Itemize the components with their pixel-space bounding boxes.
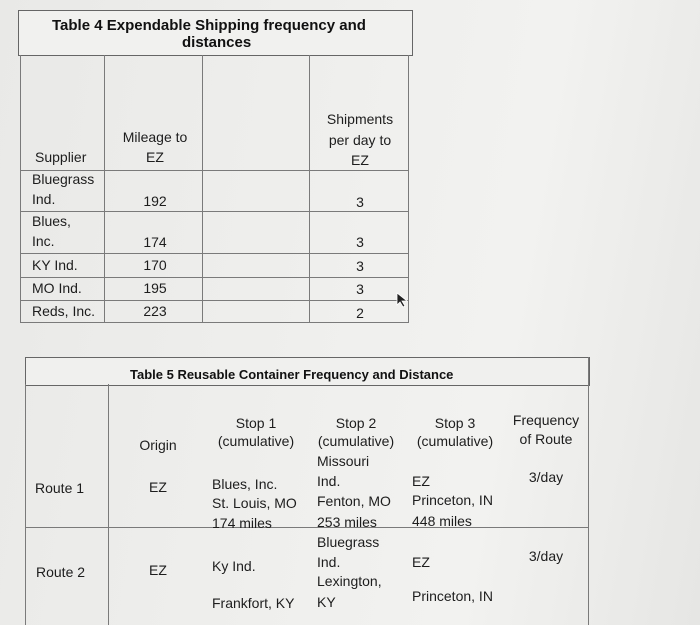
row-mo-mileage: 195 [143, 280, 167, 296]
header-stop3-line-1: Stop 3 [434, 415, 476, 431]
route-1-name: Route 1 [35, 480, 85, 496]
route-2-stop2-line-4: KY [317, 594, 336, 610]
route-2-stop1-line-1: Ky Ind. [212, 558, 256, 574]
header-mileage-line-1: Mileage to [122, 129, 188, 145]
row-blues-name-1: Blues, [32, 213, 71, 229]
row-ky-mileage: 170 [143, 257, 167, 273]
row-blues-mileage: 174 [143, 234, 167, 250]
route-1-stop2-line-4: 253 miles [317, 514, 377, 530]
route-2-stop2-line-2: Ind. [317, 554, 341, 570]
route-2-stop2-line-1: Bluegrass [317, 534, 380, 550]
row-bluegrass-shipments: 3 [356, 194, 364, 210]
route-2-stop3-line-1: EZ [412, 554, 430, 570]
route-1-stop2-line-2: Ind. [317, 473, 341, 489]
row-bluegrass-name-2: Ind. [32, 191, 56, 207]
route-1-frequency: 3/day [528, 469, 564, 485]
header-shipments-line-2: per day to [328, 132, 392, 148]
route-1-stop1-line-1: Blues, Inc. [212, 476, 278, 492]
row-mo-shipments: 3 [356, 281, 364, 297]
route-1-stop2-line-3: Fenton, MO [317, 493, 391, 509]
route-1-stop1-line-2: St. Louis, MO [212, 495, 297, 511]
route-2-frequency: 3/day [528, 548, 564, 564]
row-blues-shipments: 3 [356, 234, 364, 250]
route-2-name: Route 2 [36, 564, 86, 580]
route-2-stop2-line-3: Lexington, [317, 573, 382, 589]
route-1-stop1-line-3: 174 miles [212, 515, 272, 531]
row-ky-name: KY Ind. [32, 257, 78, 273]
row-reds-name: Reds, Inc. [32, 303, 96, 319]
row-bluegrass-name-1: Bluegrass [32, 171, 95, 187]
header-origin: Origin [139, 437, 177, 453]
route-1-stop3-line-2: Princeton, IN [412, 492, 493, 508]
route-2-stop1-line-2: Frankfort, KY [212, 595, 295, 611]
header-stop2-line-2: (cumulative) [317, 433, 395, 449]
header-stop3-line-2: (cumulative) [416, 433, 494, 449]
header-mileage-line-2: EZ [146, 149, 164, 165]
header-frequency-line-2: of Route [519, 431, 573, 447]
table-5-title: Table 5 Reusable Container Frequency and Distance [130, 367, 454, 382]
header-supplier: Supplier [35, 149, 87, 165]
route-1-stop3-line-1: EZ [412, 473, 430, 489]
header-stop1-line-2: (cumulative) [217, 433, 295, 449]
mouse-cursor-icon [396, 292, 410, 308]
header-stop2-line-1: Stop 2 [335, 415, 377, 431]
header-frequency-line-1: Frequency [512, 412, 580, 428]
row-bluegrass-mileage: 192 [143, 193, 167, 209]
row-mo-name: MO Ind. [32, 280, 82, 296]
route-2-origin: EZ [149, 562, 167, 578]
table-4-title-line-1: Table 4 Expendable Shipping frequency and [52, 17, 366, 34]
route-2-stop3-line-2: Princeton, IN [412, 588, 493, 604]
route-1-stop2-line-1: Missouri [317, 453, 370, 469]
row-reds-shipments: 2 [356, 305, 364, 321]
header-shipments-line-3: EZ [351, 152, 369, 168]
route-1-origin: EZ [149, 479, 167, 495]
route-1-stop3-line-3: 448 miles [412, 513, 472, 529]
table-4-title-line-2: distances [182, 34, 252, 51]
row-blues-name-2: Inc. [32, 233, 55, 249]
header-stop1-line-1: Stop 1 [235, 415, 277, 431]
row-reds-mileage: 223 [143, 303, 167, 319]
header-shipments-line-1: Shipments [326, 111, 394, 127]
row-ky-shipments: 3 [356, 258, 364, 274]
